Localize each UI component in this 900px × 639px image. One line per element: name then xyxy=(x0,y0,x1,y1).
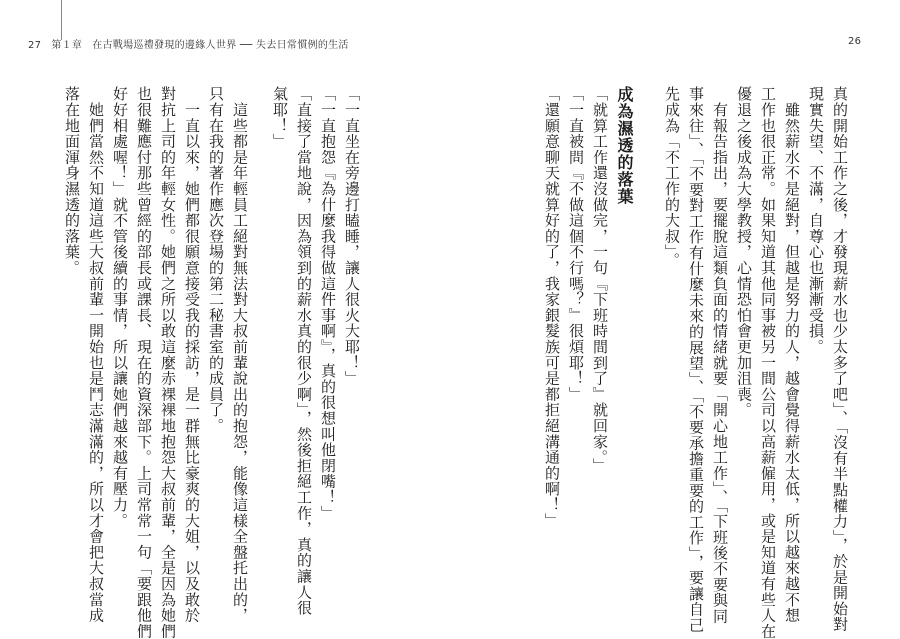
text-line: 對抗上司的年輕女性。她們之所以敢這麼赤裸裸地抱怨大叔前輩，全是因為她們 xyxy=(159,86,177,639)
text-line: 工作也很正常。如果知道其他同事被另一間公司以高薪僱用，或是知道有些人在 xyxy=(759,86,777,639)
text-line: 真的開始工作之後，才發現薪水也少太多了吧」、「沒有半點權力」，於是開始對 xyxy=(831,86,849,633)
text-line: 也很難應付那些曾經的部長或課長、現在的資深部下。上司常常一句「要跟他們 xyxy=(135,86,153,639)
text-line: 好好相處喔！」就不管後續的事情，所以讓她們越來越有壓力。 xyxy=(111,86,129,529)
text-line: 先成為「不工作的大叔」。 xyxy=(663,86,681,269)
text-line: 有報告指出，要擺脫這類負面的情緒就要「開心地工作」、「下班後不要與同 xyxy=(711,86,729,624)
text-line: 事來往」、「不要對工作有什麼未來的展望」、「不要承擔重要的工作」，要讓自己 xyxy=(687,86,705,634)
quote-line: 氣耶！」 xyxy=(271,86,289,150)
quote-line: 「還願意聊天就算好的了，我家銀髮族可是都拒絕溝通的啊！」 xyxy=(543,86,561,529)
quote-line: 「就算工作還沒做完，一句『下班時間到了』就回家。」 xyxy=(591,86,609,474)
text-line: 只有在我的著作應次登場的第二秘書室的成員了。 xyxy=(207,86,225,434)
quote-line: 「一直被問『不做這個不行嗎？』很煩耶！」 xyxy=(567,86,585,402)
text-line: 優退之後成為大學教授，心情恐怕會更加沮喪。 xyxy=(735,86,753,418)
quote-line: 「一直抱怨『為什麼我得做這件事啊』，真的很想叫他閉嘴！」 xyxy=(319,86,337,521)
quote-line: 「直接了當地說，因為領到的薪水真的很少啊」，然後拒絕工作，真的讓人很 xyxy=(295,86,313,616)
header-divider xyxy=(61,0,62,40)
left-running-header xyxy=(28,36,349,51)
quote-line: 「一直坐在旁邊打瞌睡，讓人很火大耶！」 xyxy=(343,86,361,387)
text-line: 一直以來，她們都很願意接受我的採訪，是一群無比豪爽的大姐，以及敢於 xyxy=(183,86,201,624)
text-line: 雖然薪水不是絕對，但越是努力的人，越會覺得薪水太低，所以越來越不想 xyxy=(783,86,801,624)
chapter-label: 第１章 xyxy=(51,40,83,51)
text-line: 她們當然不知道這些大叔前輩一開始也是鬥志滿滿的，所以才會把大叔當成 xyxy=(87,86,105,624)
text-line: 落在地面渾身濕透的落葉。 xyxy=(63,86,81,276)
text-line: 這些都是年輕員工絕對無法對大叔前輩說出的抱怨，能像這樣全盤托出的， xyxy=(231,86,249,624)
chapter-title: 在古戰場巡禮發現的邊緣人世界 ── 失去日常慣例的生活 xyxy=(92,40,349,51)
right-page-number: 26 xyxy=(848,36,862,47)
left-page-number: 27 xyxy=(28,40,42,51)
section-heading: 成為濕透的落葉 xyxy=(615,86,634,205)
text-line: 現實失望、不滿，自尊心也漸漸受損。 xyxy=(807,86,825,355)
